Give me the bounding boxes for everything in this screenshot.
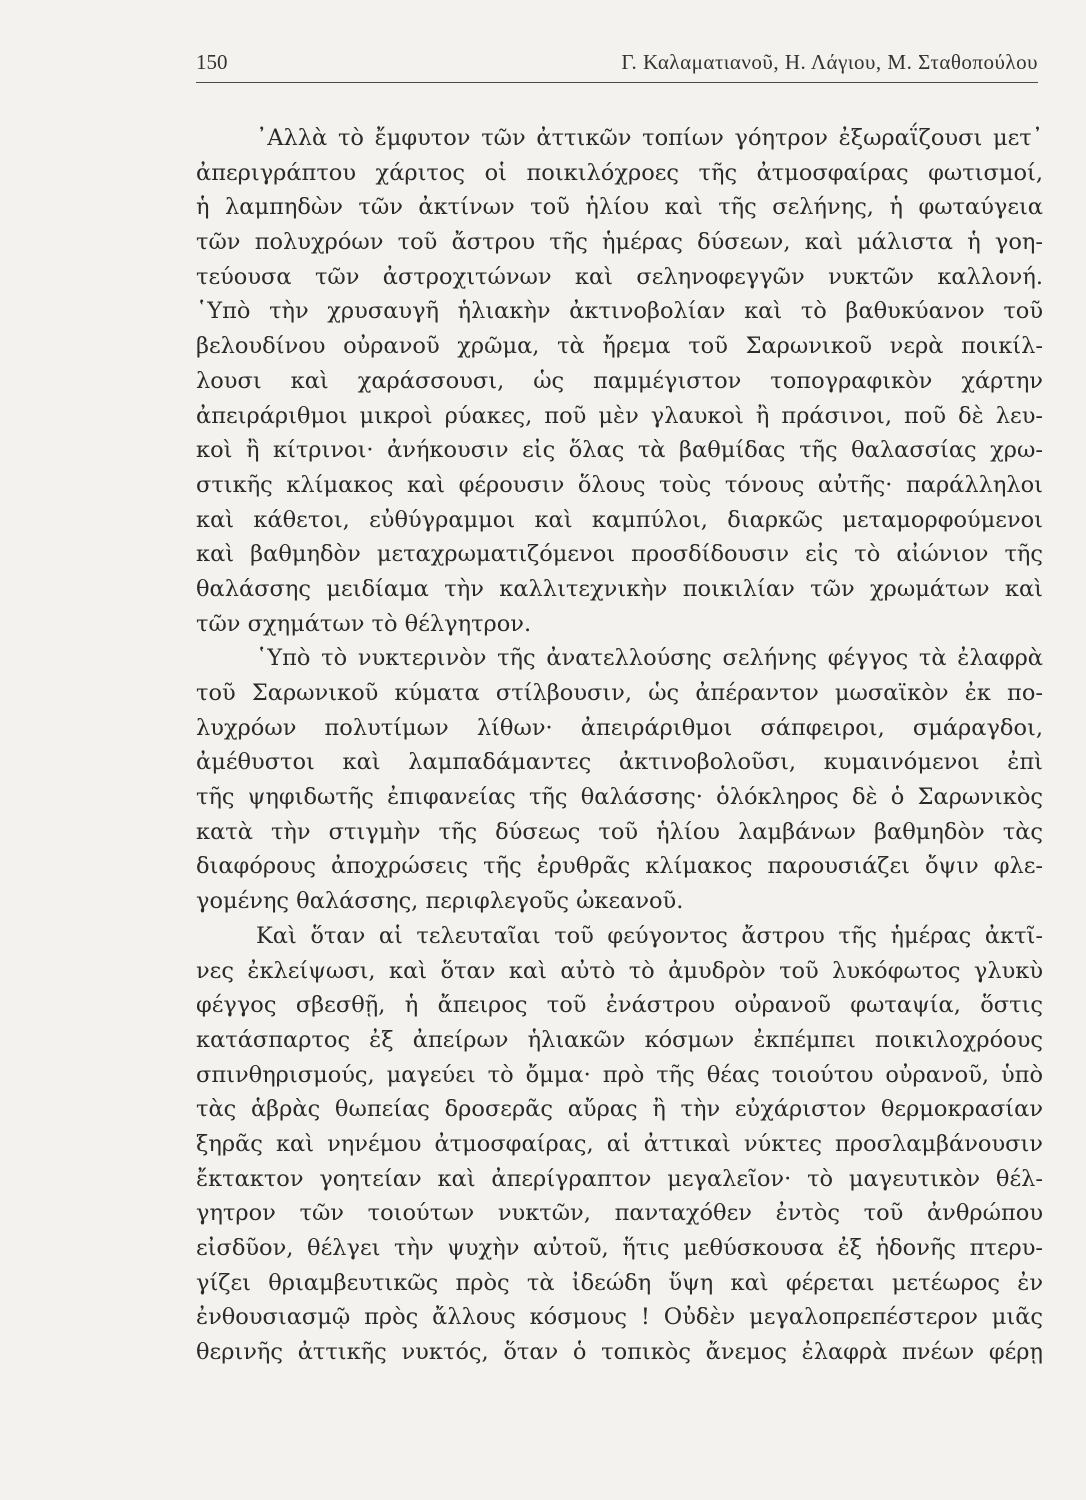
text-line: τοῦ Σαρωνικοῦ κύματα στίλβουσιν, ὡς ἀπέραντον μωσαϊκὸν ἐκ πο- (196, 680, 1043, 706)
text-line: τῶν σχημάτων τὸ θέλγητρον. (196, 610, 532, 637)
text-line: ῾Υπὸ τὸ νυκτερινὸν τῆς ἀνατελλούσης σελήνης φέγγος τὰ ἐλαφρὰ (256, 645, 1043, 672)
text-line: θαλάσσης μειδίαμα τὴν καλλιτεχνικὴν ποικιλίαν τῶν χρωμάτων καὶ (196, 575, 1043, 602)
text-line: ἔκτακτον γοητείαν καὶ ἀπερίγραπτον μεγαλεῖον· τὸ μαγευτικὸν θέλ- (196, 1165, 1043, 1192)
text-line: βελουδίνου οὐρανοῦ χρῶμα, τὰ ἤρεμα τοῦ Σαρωνικοῦ νερὰ ποικίλ- (196, 333, 1043, 360)
text-line: λυχρόων πολυτίμων λίθων· ἀπειράριθμοι σάπφειροι, σμάραγδοι, (196, 714, 1043, 741)
text-line: κοὶ ἢ κίτρινοι· ἀνήκουσιν εἰς ὅλας τὰ βαθμίδας τῆς θαλασσίας χρω- (196, 437, 1043, 464)
text-line: λουσι καὶ χαράσσουσι, ὡς παμμέγιστον τοπογραφικὸν χάρτην (196, 367, 1043, 394)
page-number: 150 (196, 50, 228, 74)
text-line: φέγγος σβεσθῇ, ἡ ἄπειρος τοῦ ἐνάστρου οὐρανοῦ φωταψία, ὅστις (196, 992, 1043, 1019)
page-header (196, 50, 1038, 83)
text-line: τῆς ψηφιδωτῆς ἐπιφανείας τῆς θαλάσσης· ὁλόκληρος δὲ ὁ Σαρωνικὸς (196, 784, 1043, 811)
text-line: γομένης θαλάσσης, περιφλεγοῦς ὠκεανοῦ. (196, 888, 684, 915)
running-head: Γ. Καλαματιανοῦ, Η. Λάγιου, Μ. Σταθοπούλου (621, 50, 1038, 74)
text-line: κατὰ τὴν στιγμὴν τῆς δύσεως τοῦ ἡλίου λαμβάνων βαθμηδὸν τὰς (196, 818, 1043, 845)
text-line: εἰσδῦον, θέλγει τὴν ψυχὴν αὐτοῦ, ἥτις μεθύσκουσα ἐξ ἡδονῆς πτερυ- (196, 1235, 1043, 1261)
text-line: κατάσπαρτος ἐξ ἀπείρων ἡλιακῶν κόσμων ἐκπέμπει ποικιλοχρόους (196, 1026, 1043, 1053)
text-line: διαφόρους ἀποχρώσεις τῆς ἐρυθρᾶς κλίμακος παρουσιάζει ὄψιν φλε- (196, 853, 1043, 880)
text-line: ῾Υπὸ τὴν χρυσαυγῆ ἡλιακὴν ἀκτινοβολίαν καὶ τὸ βαθυκύανον τοῦ (196, 298, 1043, 325)
text-line: θερινῆς ἀττικῆς νυκτός, ὅταν ὁ τοπικὸς ἄνεμος ἐλαφρὰ πνέων φέρῃ (196, 1339, 1043, 1366)
text-line: γητρον τῶν τοιούτων νυκτῶν, πανταχόθεν ἐντὸς τοῦ ἀνθρώπου (196, 1200, 1043, 1227)
text-line: ἀπεριγράπτου χάριτος οἱ ποικιλόχροες τῆς ἀτμοσφαίρας φωτισμοί, (196, 159, 1043, 186)
body-text (196, 121, 1043, 1370)
text-line: ἐνθουσιασμῷ πρὸς ἄλλους κόσμους ! Οὐδὲν μεγαλοπρεπέστερον μιᾶς (196, 1304, 1043, 1331)
text-line: ἀμέθυστοι καὶ λαμπαδάμαντες ἀκτινοβολοῦσι, κυμαινόμενοι ἐπὶ (196, 749, 1043, 776)
text-line: γίζει θριαμβευτικῶς πρὸς τὰ ἰδεώδη ὕψη καὶ φέρεται μετέωρος ἐν (196, 1269, 1043, 1296)
text-line: καὶ βαθμηδὸν μεταχρωματιζόμενοι προσδίδουσιν εἰς τὸ αἰώνιον τῆς (196, 541, 1043, 568)
text-line: ᾿Αλλὰ τὸ ἔμφυτον τῶν ἀττικῶν τοπίων γόητρον ἐξωραΐζουσι μετ᾿ (256, 125, 1043, 151)
text-line: στικῆς κλίμακος καὶ φέρουσιν ὅλους τοὺς τόνους αὐτῆς· παράλληλοι (196, 471, 1043, 498)
text-line: τῶν πολυχρόων τοῦ ἄστρου τῆς ἡμέρας δύσεων, καὶ μάλιστα ἡ γοη- (196, 229, 1043, 256)
text-line: καὶ κάθετοι, εὐθύγραμμοι καὶ καμπύλοι, διαρκῶς μεταμορφούμενοι (196, 506, 1043, 533)
text-line: νες ἐκλείψωσι, καὶ ὅταν καὶ αὐτὸ τὸ ἀμυδρὸν τοῦ λυκόφωτος γλυκὺ (196, 957, 1043, 984)
text-line: Καὶ ὅταν αἱ τελευταῖαι τοῦ φεύγοντος ἄστρου τῆς ἡμέρας ἀκτῖ- (256, 922, 1043, 949)
text-line: ἡ λαμπηδὼν τῶν ἀκτίνων τοῦ ἡλίου καὶ τῆς σελήνης, ἡ φωταύγεια (196, 194, 1043, 221)
text-line: ξηρᾶς καὶ νηνέμου ἀτμοσφαίρας, αἱ ἀττικαὶ νύκτες προσλαμβάνουσιν (196, 1130, 1043, 1157)
text-line: τεύουσα τῶν ἀστροχιτώνων καὶ σεληνοφεγγῶν νυκτῶν καλλονή. (196, 263, 1043, 290)
text-line: σπινθηρισμούς, μαγεύει τὸ ὄμμα· πρὸ τῆς θέας τοιούτου οὐρανοῦ, ὑπὸ (196, 1061, 1043, 1088)
text-line: τὰς ἁβρὰς θωπείας δροσερᾶς αὔρας ἢ τὴν εὐχάριστον θερμοκρασίαν (196, 1096, 1043, 1123)
text-line: ἀπειράριθμοι μικροὶ ρύακες, ποῦ μὲν γλαυκοὶ ἢ πράσινοι, ποῦ δὲ λευ- (196, 402, 1043, 429)
